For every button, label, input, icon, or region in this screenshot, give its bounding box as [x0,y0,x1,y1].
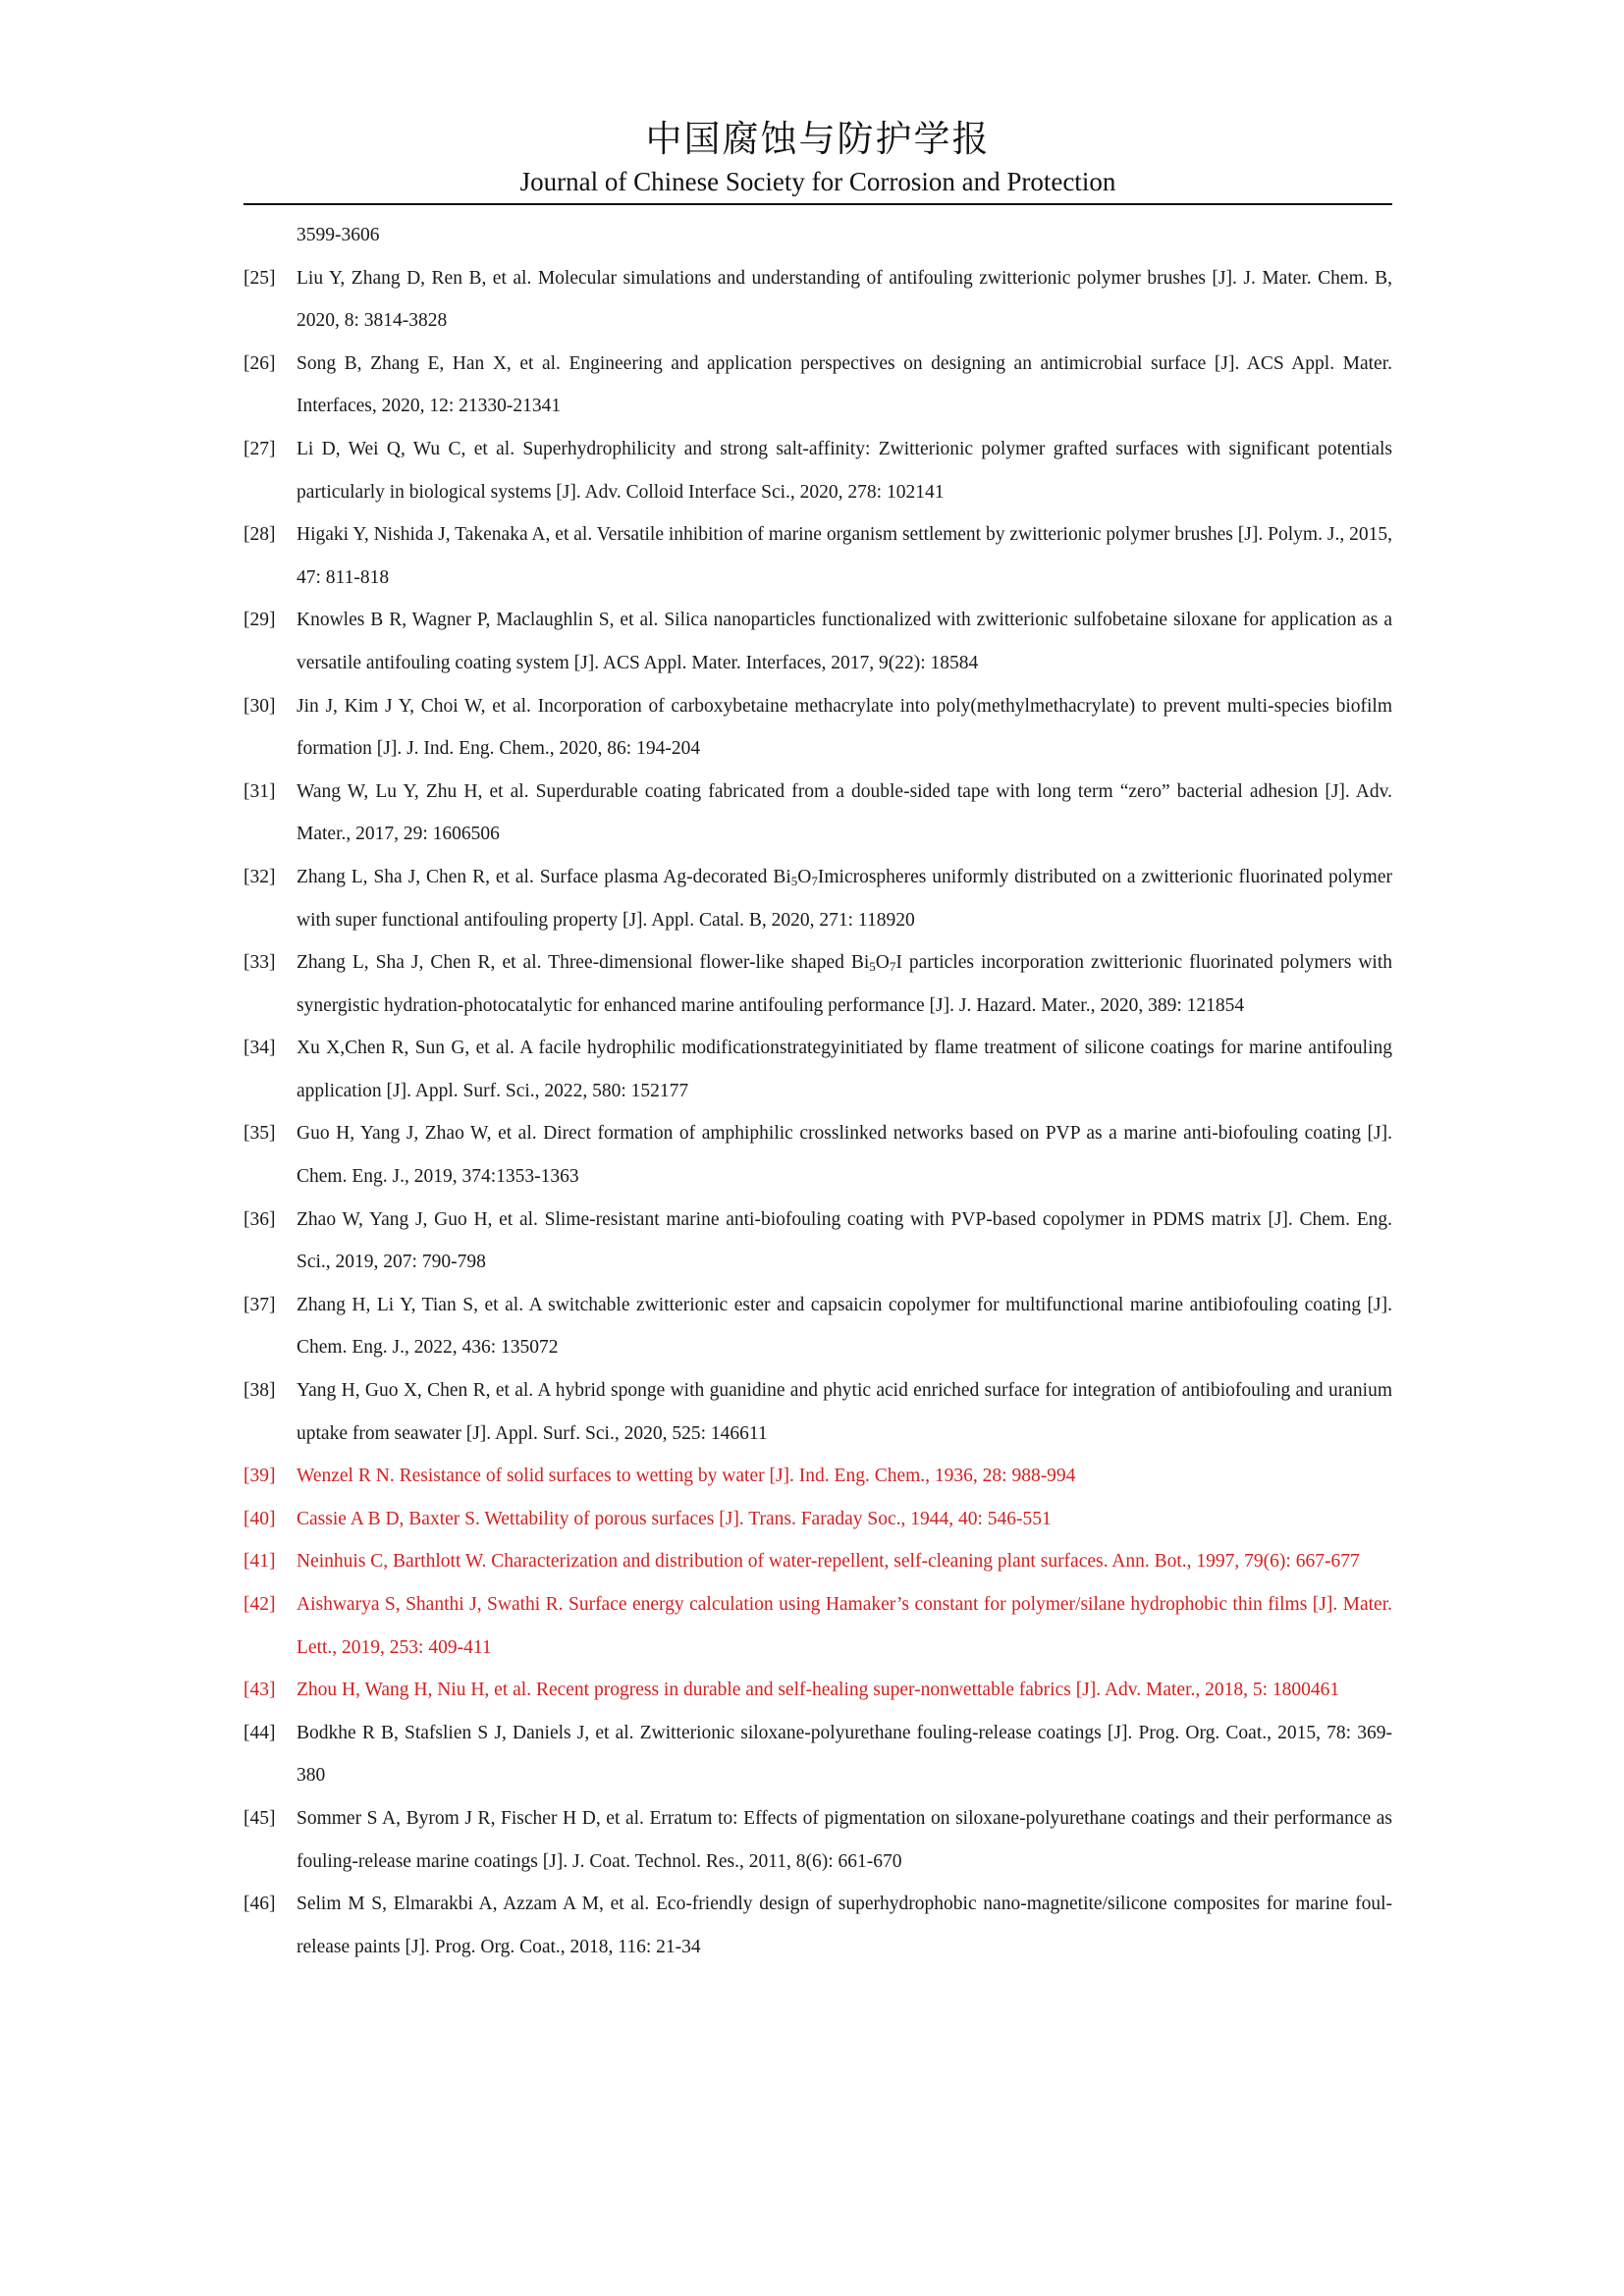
reference-number: [33] [244,952,276,974]
reference-continuation [244,214,1392,257]
reference-text: Sommer S A, Byrom J R, Fischer H D, et al. Erratum to: Effects of pigmentation on siloxane-polyurethane coatings and their performance as fouling-release marine coatings [J]. J. Coat. Technol. Res., 2011, 8(6): 661-670 [297,1807,1392,1872]
reference-43 [244,1669,1392,1712]
reference-text: Yang H, Guo X, Chen R, et al. A hybrid sponge with guanidine and phytic acid enriched surface for integration of antibiofouling and uranium uptake from seawater [J]. Appl. Surf. Sci., 2020, 525: 146611 [297,1380,1392,1444]
reference-text: Higaki Y, Nishida J, Takenaka A, et al. Versatile inhibition of marine organism settlement by zwitterionic polymer brushes [J]. Polym. J., 2015, 47: 811-818 [297,524,1392,588]
reference-number: [41] [244,1551,276,1573]
reference-number: [27] [244,438,276,459]
reference-list [244,214,1392,1968]
reference-number: [29] [244,610,276,631]
reference-text: Zhang L, Sha J, Chen R, et al. Surface plasma Ag-decorated $Bi_5O_7Imicrospheres$ uniformly distributed on a zwitterionic fluorinated polymer with super functional antifouling property [J]. Appl. Catal. B, 2020, 271: 118920 [297,866,1392,931]
reference-text: Liu Y, Zhang D, Ren B, et al. Molecular simulations and understanding of antifouling zwitterionic polymer brushes [J]. J. Mater. Chem. B, 2020, 8: 3814-3828 [297,267,1392,332]
reference-33 [244,941,1392,1027]
reference-number: [44] [244,1722,276,1743]
reference-number: [37] [244,1294,276,1315]
reference-text: Aishwarya S, Shanthi J, Swathi R. Surface energy calculation using Hamaker’s constant for polymer/silane hydrophobic thin films [J]. Mater. Lett., 2019, 253: 409-411 [297,1594,1392,1658]
reference-40 [244,1498,1392,1541]
reference-continuation-text: 3599-3606 [297,225,380,245]
reference-number: [40] [244,1508,276,1529]
reference-35 [244,1112,1392,1198]
reference-45 [244,1797,1392,1883]
reference-text: Wang W, Lu Y, Zhu H, et al. Superdurable coating fabricated from a double-sided tape with long term “zero” bacterial adhesion [J]. Adv. Mater., 2017, 29: 1606506 [297,780,1392,845]
reference-number: [38] [244,1380,276,1402]
reference-31 [244,771,1392,856]
reference-number: [36] [244,1208,276,1230]
reference-text: Song B, Zhang E, Han X, et al. Engineering and application perspectives on designing an antimicrobial surface [J]. ACS Appl. Mater. Interfaces, 2020, 12: 21330-21341 [297,352,1392,417]
reference-34 [244,1027,1392,1112]
reference-number: [26] [244,352,276,374]
reference-25 [244,257,1392,343]
reference-number: [34] [244,1038,276,1059]
reference-number: [28] [244,524,276,546]
reference-38 [244,1369,1392,1455]
reference-text: Zhao W, Yang J, Guo H, et al. Slime-resistant marine anti-biofouling coating with PVP-based copolymer in PDMS matrix [J]. Chem. Eng. Sci., 2019, 207: 790-798 [297,1208,1392,1273]
reference-44 [244,1712,1392,1797]
reference-text: Xu X,Chen R, Sun G, et al. A facile hydrophilic modificationstrategyinitiated by flame treatment of silicone coatings for marine antifouling application [J]. Appl. Surf. Sci., 2022, 580: 152177 [297,1038,1392,1101]
journal-title-en: Journal of Chinese Society for Corrosion and Protection [519,167,1116,196]
reference-number: [30] [244,695,276,717]
reference-text: Bodkhe R B, Stafslien S J, Daniels J, et al. Zwitterionic siloxane-polyurethane fouling-release coatings [J]. Prog. Org. Coat., 2015, 78: 369-380 [297,1722,1392,1787]
reference-number: [35] [244,1123,276,1145]
reference-46 [244,1883,1392,1968]
reference-number: [43] [244,1680,276,1701]
reference-42 [244,1583,1392,1669]
header-divider [244,203,1392,205]
reference-text: Guo H, Yang J, Zhao W, et al. Direct formation of amphiphilic crosslinked networks based on PVP as a marine anti-biofouling coating [J]. Chem. Eng. J., 2019, 374:1353-1363 [297,1123,1392,1188]
reference-text: Li D, Wei Q, Wu C, et al. Superhydrophilicity and strong salt-affinity: Zwitterionic polymer grafted surfaces with significant potentials particularly in biological systems [J]. Adv. Colloid Interface Sci., 2020, 278: 102141 [297,438,1392,503]
reference-number: [42] [244,1594,276,1615]
reference-32 [244,856,1392,941]
reference-28 [244,513,1392,599]
reference-36 [244,1199,1392,1284]
reference-37 [244,1284,1392,1369]
reference-number: [31] [244,780,276,802]
reference-number: [45] [244,1807,276,1829]
reference-30 [244,685,1392,771]
reference-27 [244,428,1392,513]
reference-text: Neinhuis C, Barthlott W. Characterization and distribution of water-repellent, self-cleaning plant surfaces. Ann. Bot., 1997, 79(6): 667-677 [297,1551,1360,1573]
reference-text: Zhang H, Li Y, Tian S, et al. A switchable zwitterionic ester and capsaicin copolymer for multifunctional marine antibiofouling coating [J]. Chem. Eng. J., 2022, 436: 135072 [297,1294,1392,1359]
reference-number: [25] [244,267,276,289]
reference-text: Cassie A B D, Baxter S. Wettability of porous surfaces [J]. Trans. Faraday Soc., 1944, 40: 546-551 [297,1508,1052,1529]
reference-text: Selim M S, Elmarakbi A, Azzam A M, et al. Eco-friendly design of superhydrophobic nano-magnetite/silicone composites for marine foul-release paints [J]. Prog. Org. Coat., 2018, 116: 21-34 [297,1894,1392,1957]
reference-text: Knowles B R, Wagner P, Maclaughlin S, et al. Silica nanoparticles functionalized with zwitterionic sulfobetaine siloxane for application as a versatile antifouling coating system [J]. ACS Appl. Mater. Interfaces, 2017, 9(22): 18584 [297,610,1392,673]
reference-26 [244,343,1392,428]
journal-title-cn: 中国腐蚀与防护学报 [645,118,991,160]
reference-text: Zhang L, Sha J, Chen R, et al. Three-dimensional flower-like shaped $Bi_5O_7I$ particles incorporation zwitterionic fluorinated polymers with synergistic hydration-photocatalytic for enhanced marine antifouling performance [J]. J. Hazard. Mater., 2020, 389: 121854 [297,952,1392,1016]
reference-41 [244,1540,1392,1583]
reference-number: [46] [244,1894,276,1915]
reference-text: Zhou H, Wang H, Niu H, et al. Recent progress in durable and self-healing super-nonwettable fabrics [J]. Adv. Mater., 2018, 5: 1800461 [297,1680,1340,1701]
reference-29 [244,599,1392,684]
reference-number: [32] [244,866,276,887]
reference-text: Jin J, Kim J Y, Choi W, et al. Incorporation of carboxybetaine methacrylate into poly(methylmethacrylate) to prevent multi-species biofilm formation [J]. J. Ind. Eng. Chem., 2020, 86: 194-204 [297,695,1392,760]
journal-header [244,116,1392,198]
reference-number: [39] [244,1466,276,1487]
reference-text: Wenzel R N. Resistance of solid surfaces to wetting by water [J]. Ind. Eng. Chem., 1936, 28: 988-994 [297,1466,1076,1487]
reference-39 [244,1455,1392,1498]
